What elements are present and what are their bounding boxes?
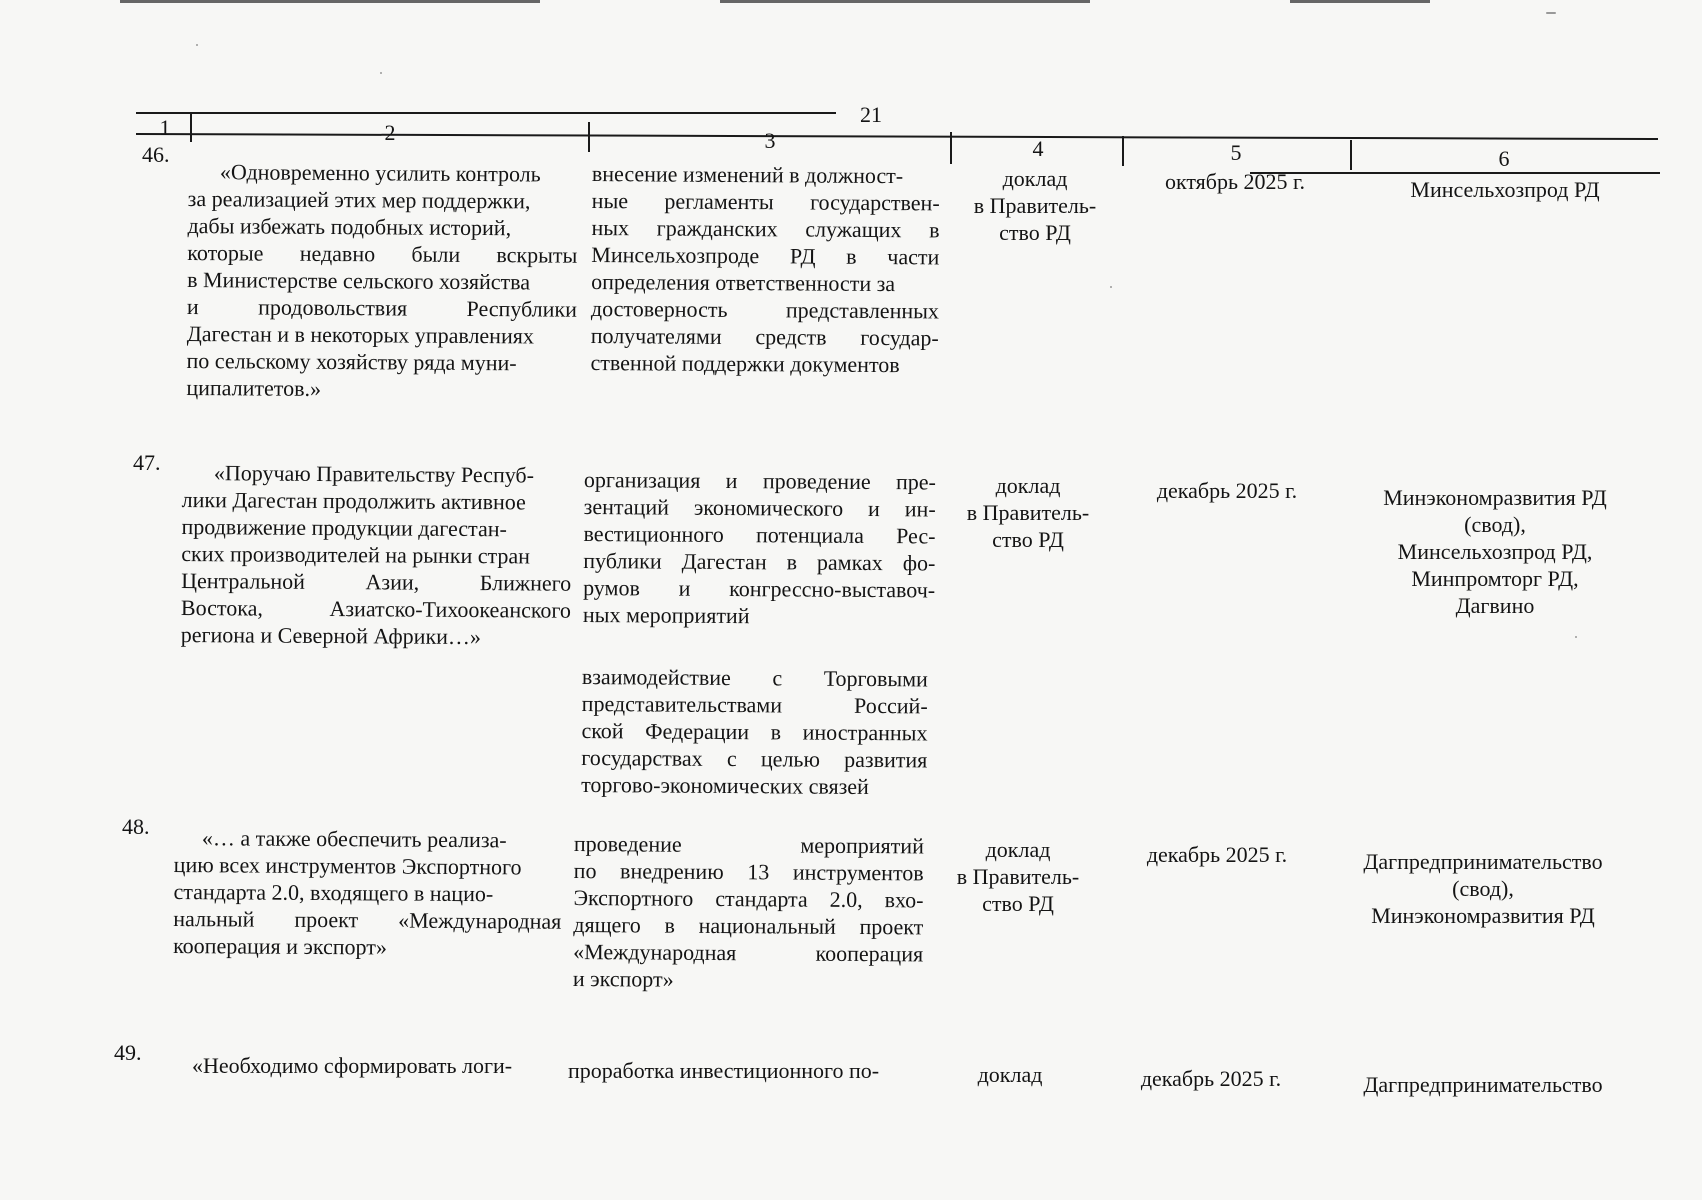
measure-text: взаимодействие с Торговыми представительствами Россий- ской Федерации в иностранных государствах с целью развития торгово-экономических связей (581, 664, 928, 800)
report-form: доклад в Правитель- ство РД (956, 837, 1080, 916)
report-form: доклад в Правитель- ство РД (973, 166, 1097, 245)
quote-text: «Одновременно усилить контроль за реализацией этих мер поддержки, дабы избежать подобных историй, которые недавно были вскрыты в Министерстве сельского хозяйства и продовольствия Республики Дагестан и в некоторых управлениях по сельскому хозяйству ряда муни- ципалитетов.» (186, 159, 578, 401)
deadline: октябрь 2025 г. (1164, 169, 1306, 194)
scan-speck (196, 44, 198, 46)
report-form: доклад (977, 1062, 1043, 1087)
quote-text: «… а также обеспечить реализа- цию всех инструментов Экспортного стандарта 2.0, входящего в нацио- нальный проект «Международная кооперация и экспорт» (173, 825, 562, 960)
deadline: декабрь 2025 г. (1140, 1066, 1282, 1091)
deadline: декабрь 2025 г. (1146, 842, 1288, 867)
quote-text: «Поручаю Правительству Респуб- лики Дагестан продолжить активное продвижение продукции дагестан- ских производителей на рынки стран Центральной Азии, Ближнего Востока, Азиатско-Тихоокеанского региона и Северной Африки…» (180, 460, 572, 650)
responsible: Дагпредпринимательство (1363, 1072, 1603, 1097)
column-divider (950, 132, 952, 164)
column-divider (588, 122, 590, 152)
page-number: 21 (860, 102, 882, 127)
table-top-rule (136, 112, 836, 114)
report-form: доклад в Правитель- ство РД (966, 473, 1090, 552)
scan-edge-mark (720, 0, 1090, 3)
column-header-3: 3 (764, 128, 776, 153)
scan-speck (1546, 12, 1556, 14)
quote-text: «Необходимо сформировать логи- (192, 1053, 513, 1078)
column-header-2: 2 (384, 120, 396, 145)
deadline: декабрь 2025 г. (1156, 478, 1298, 503)
column-divider (190, 112, 192, 142)
row-number: 47. (133, 450, 161, 475)
measure-text: проработка инвестиционного по- (568, 1058, 880, 1083)
column-header-6: 6 (1498, 146, 1510, 171)
measure-text: внесение изменений в должност- ные регламенты государствен- ных гражданских служащих в Минсельхозпроде РД в части определения ответственности за достоверность представленных получателями средств государ- ственной поддержки документов (590, 160, 940, 378)
responsible: Дагпредпринимательство (свод), Минэкономразвития РД (1363, 849, 1603, 928)
row-number: 49. (114, 1040, 142, 1065)
row-number: 48. (122, 814, 150, 839)
responsible: Минэкономразвития РД (свод), Минсельхозпрод РД, Минпромторг РД, Дагвино (1383, 485, 1607, 618)
column-divider (1350, 140, 1352, 170)
column-header-5: 5 (1230, 140, 1242, 165)
scan-edge-mark (1290, 0, 1430, 3)
column-divider (1122, 136, 1124, 166)
column-header-1: 1 (159, 115, 171, 140)
row-number: 46. (142, 142, 170, 167)
responsible: Минсельхозпрод РД (1410, 177, 1600, 202)
scan-speck (1575, 636, 1577, 638)
measure-text: организация и проведение пре- зентаций экономического и ин- вестиционного потенциала Рес- публики Дагестан в рамках фо- румов и конгрессно-выставоч- ных мероприятий (582, 466, 936, 629)
scan-speck (1110, 286, 1112, 288)
scan-speck (380, 72, 382, 74)
column-header-4: 4 (1032, 136, 1044, 161)
scan-edge-mark (120, 0, 540, 3)
measure-text: проведение мероприятий по внедрению 13 инструментов Экспортного стандарта 2.0, вхо- дящего в национальный проект «Международная кооперация и экспорт» (572, 831, 924, 992)
